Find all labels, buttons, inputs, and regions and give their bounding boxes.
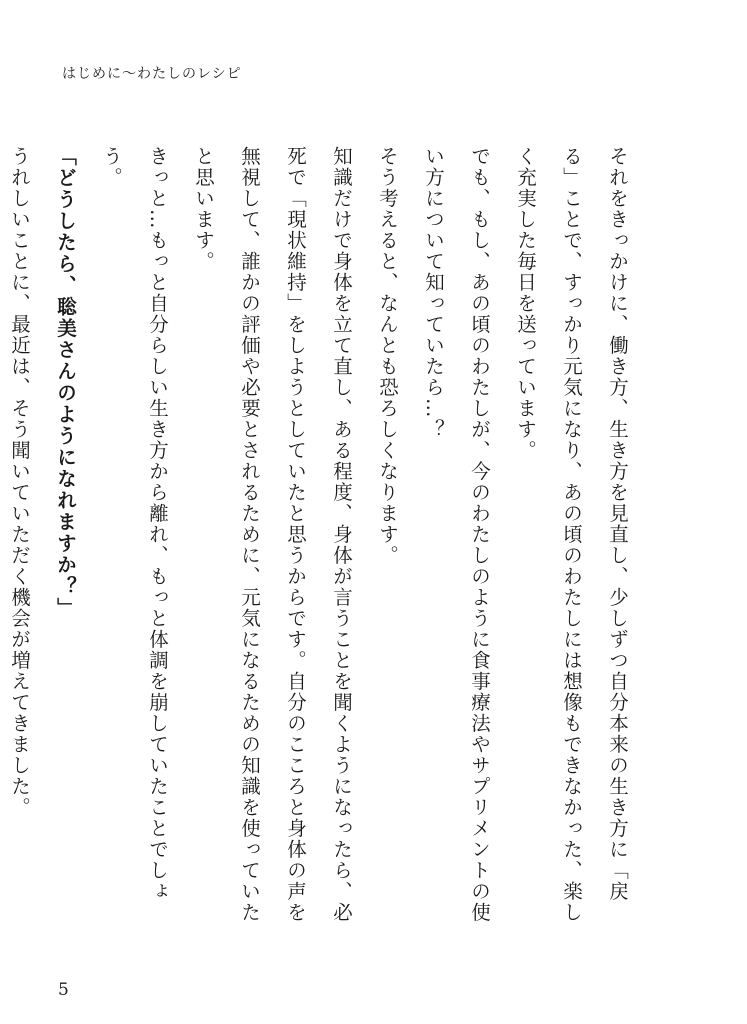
page-number: 5 — [58, 980, 69, 1000]
paragraph-1: それをきっかけに、働き方、生き方を見直し、少しずつ自分本来の生き方に「戻る」ことで、すっかり元気になり、あの頃のわたしには想像もできなかった、楽しく充実した毎日を送っています。 — [514, 146, 629, 923]
paragraph-5: きっと…もっと自分らしい生き方から離れ、もっと体調を崩していたことでしょう。 — [100, 146, 169, 902]
running-head: はじめに〜わたしのレシピ — [62, 66, 242, 82]
emphasized-quote: 「どうしたら、聡美さんのようになれますか？」 — [54, 146, 77, 619]
paragraph-2: でも、もし、あの頃のわたしが、今のわたしのように食事療法やサプリメントの使い方について知っていたら…？ — [422, 146, 491, 923]
paragraph-4: 知識だけで身体を立て直し、ある程度、身体が言うことを聞くようになったら、必死で「現状維持」をしようとしていたと思うからです。自分のこころと身体の声を無視して、誰かの評価や必要とされるために、元気になるための知識を使っていたと思います。 — [192, 146, 353, 923]
paragraph-7: うれしいことに、最近は、そう聞いていただく機会が増えてきました。 — [8, 146, 31, 818]
body-text — [8, 146, 640, 926]
paragraph-3: そう考えると、なんとも恐ろしくなります。 — [376, 146, 399, 566]
